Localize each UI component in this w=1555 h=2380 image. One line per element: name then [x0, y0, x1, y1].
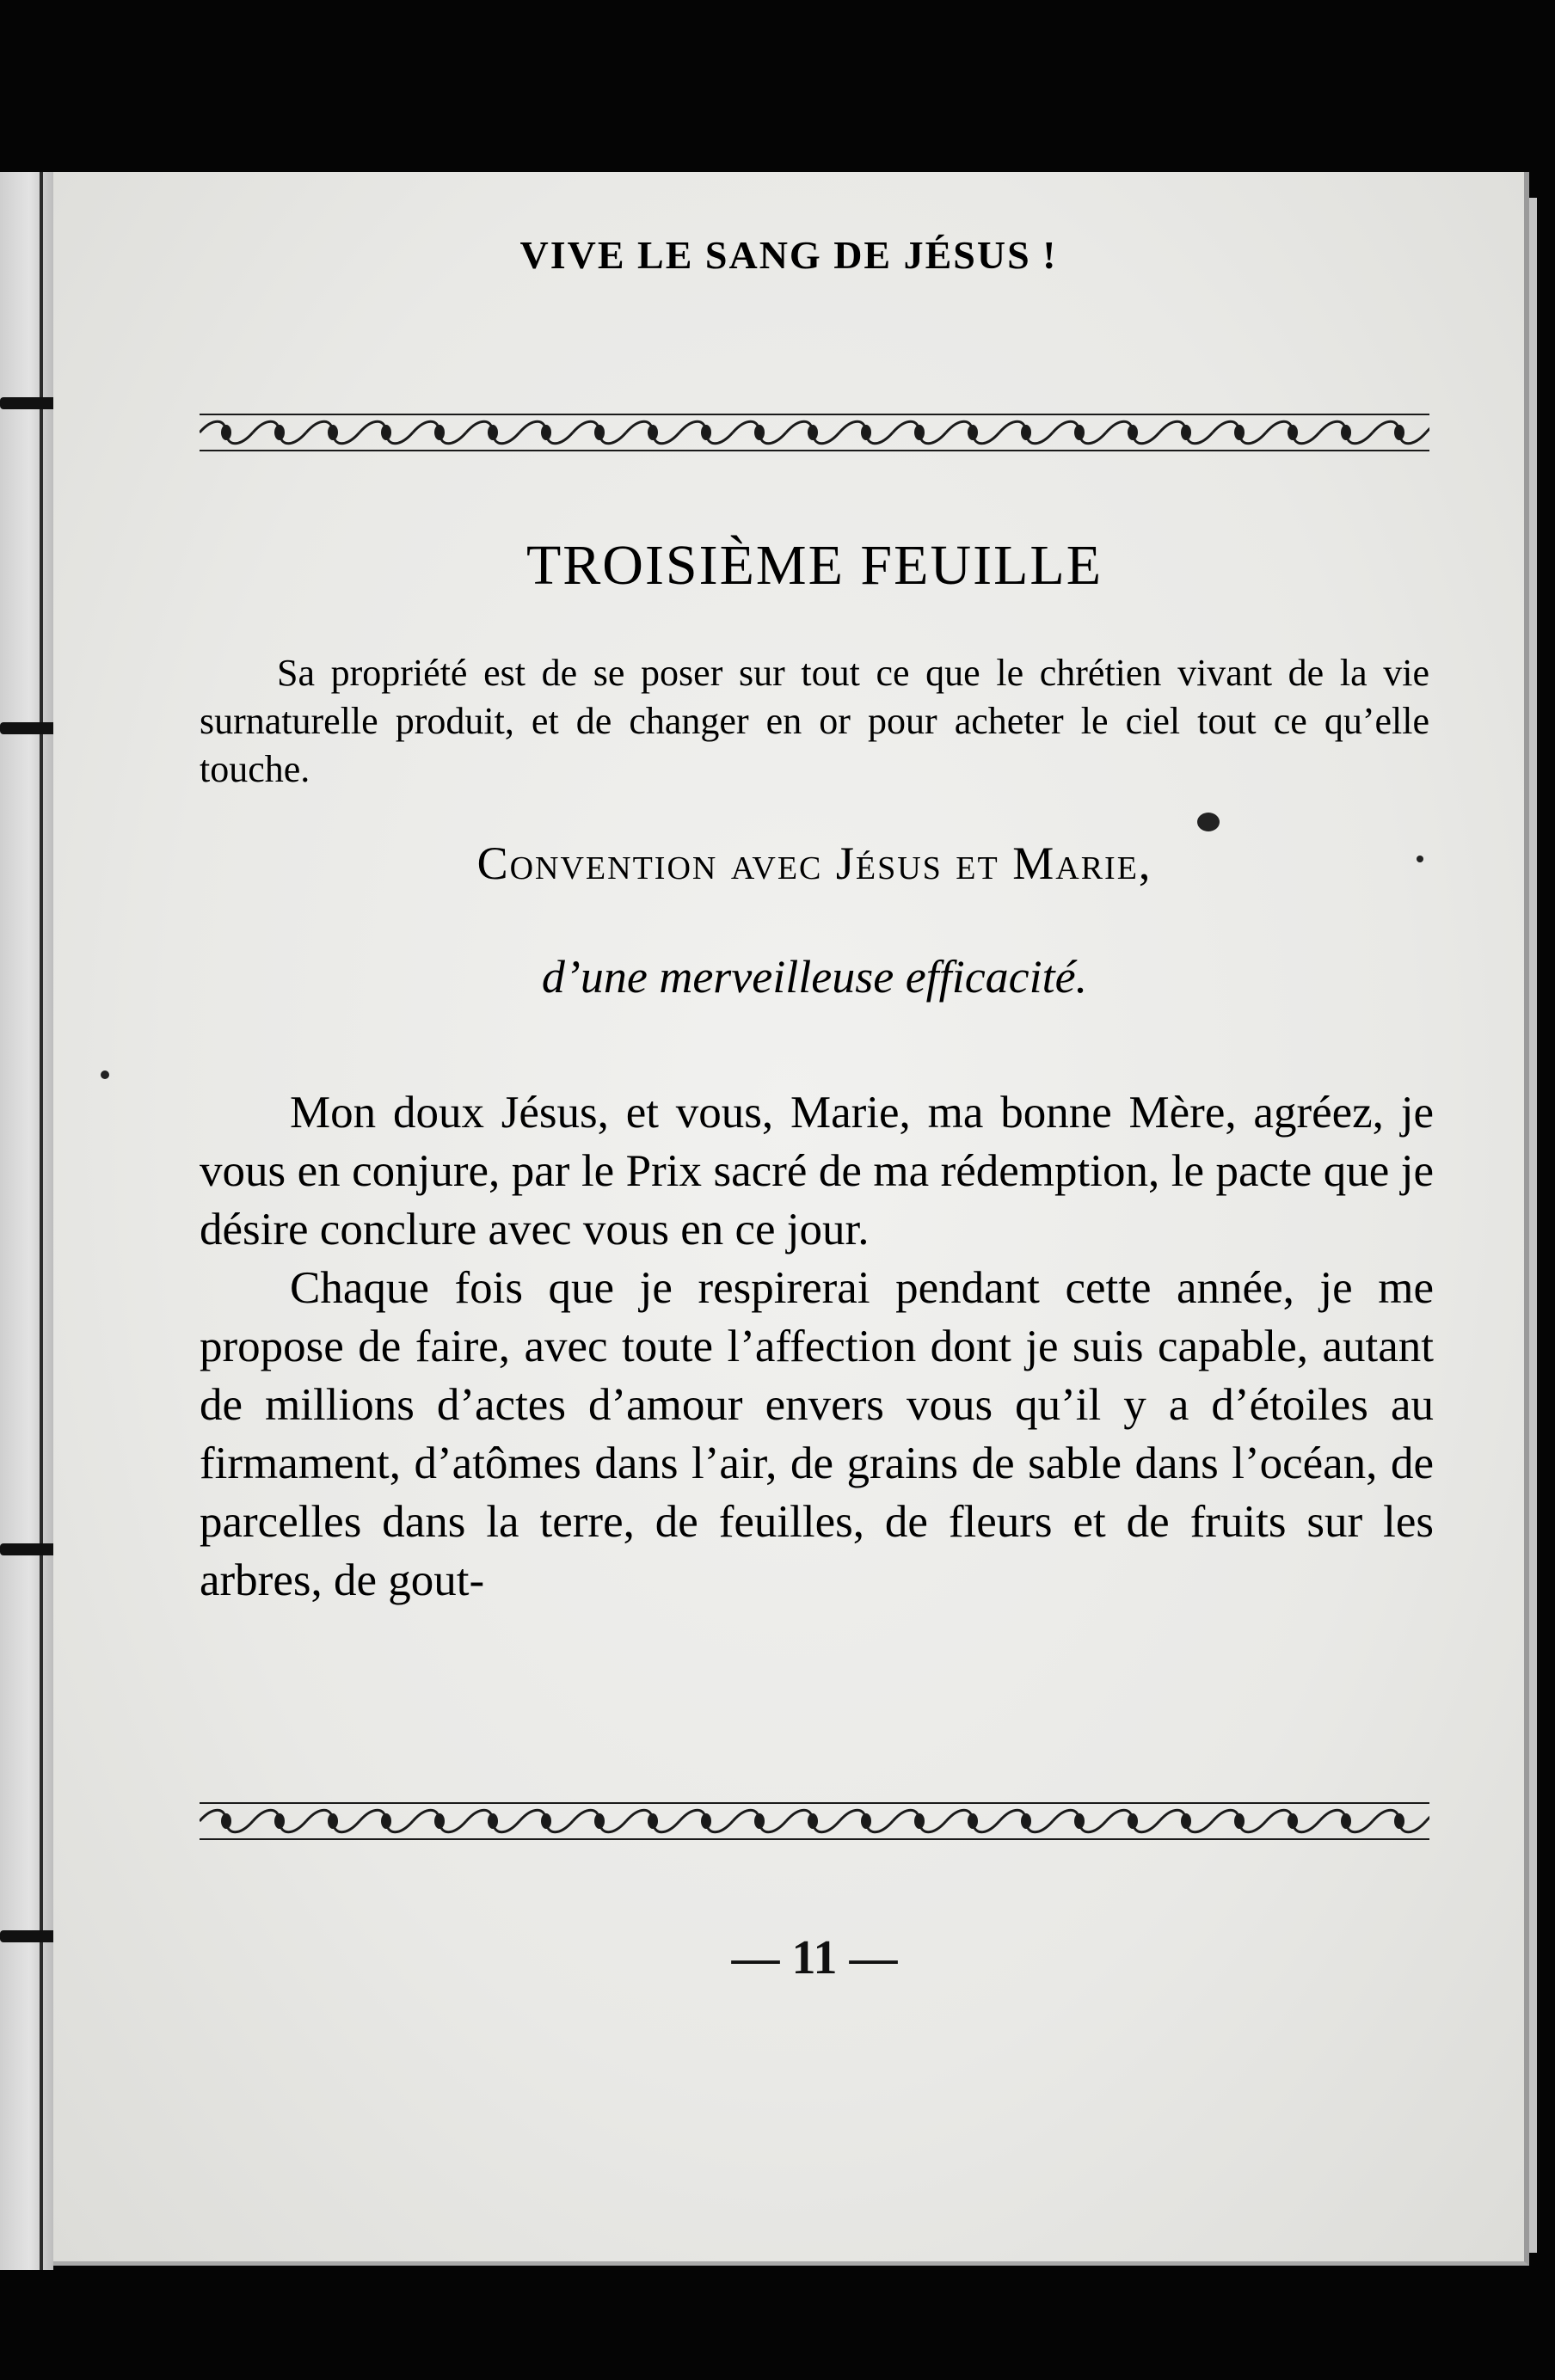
body-text	[200, 1083, 1434, 1610]
page	[53, 172, 1529, 2266]
ornamental-rule-bottom	[200, 1800, 1429, 1843]
previous-page-edge	[0, 172, 53, 2270]
body-paragraph: Chaque fois que je respirerai pendant cette année, je me propose de faire, avec toute l’affection dont je suis capable, autant de millions d’actes d’amour envers vous qu’il y a d’étoiles au firmament, d’atômes dans l’air, de grains de sable dans l’océan, de parcelles dans la terre, de feuilles, de fleurs et de fruits sur les arbres, de gout-	[200, 1263, 1434, 1605]
convention-subtitle: d’une merveilleuse efficacité.	[541, 951, 1088, 1003]
convention-heading: Convention avec Jésus et Marie,	[476, 837, 1152, 889]
intro-paragraph: Sa propriété est de se poser sur tout ce que le chrétien vivant de la vie surnaturelle produit, et de changer en or pour acheter le ciel tout ce qu’elle touche.	[200, 652, 1429, 790]
ornament-garland-icon	[200, 1800, 1429, 1843]
ornament-garland-icon	[200, 411, 1429, 454]
running-head: VIVE LE SANG DE JÉSUS !	[519, 233, 1058, 277]
ink-speck	[1197, 813, 1220, 831]
page-number: — 11 —	[731, 1931, 898, 1984]
section-title: TROISIÈME FEUILLE	[526, 534, 1103, 597]
body-paragraph: Mon doux Jésus, et vous, Marie, ma bonne Mère, agréez, je vous en conjure, par le Prix sacré de ma rédemption, le pacte que je désire conclure avec vous en ce jour.	[200, 1088, 1434, 1254]
ink-speck	[1417, 856, 1423, 862]
ornamental-rule-top	[200, 411, 1429, 454]
ink-speck	[101, 1070, 109, 1079]
book-spine	[40, 172, 43, 2270]
